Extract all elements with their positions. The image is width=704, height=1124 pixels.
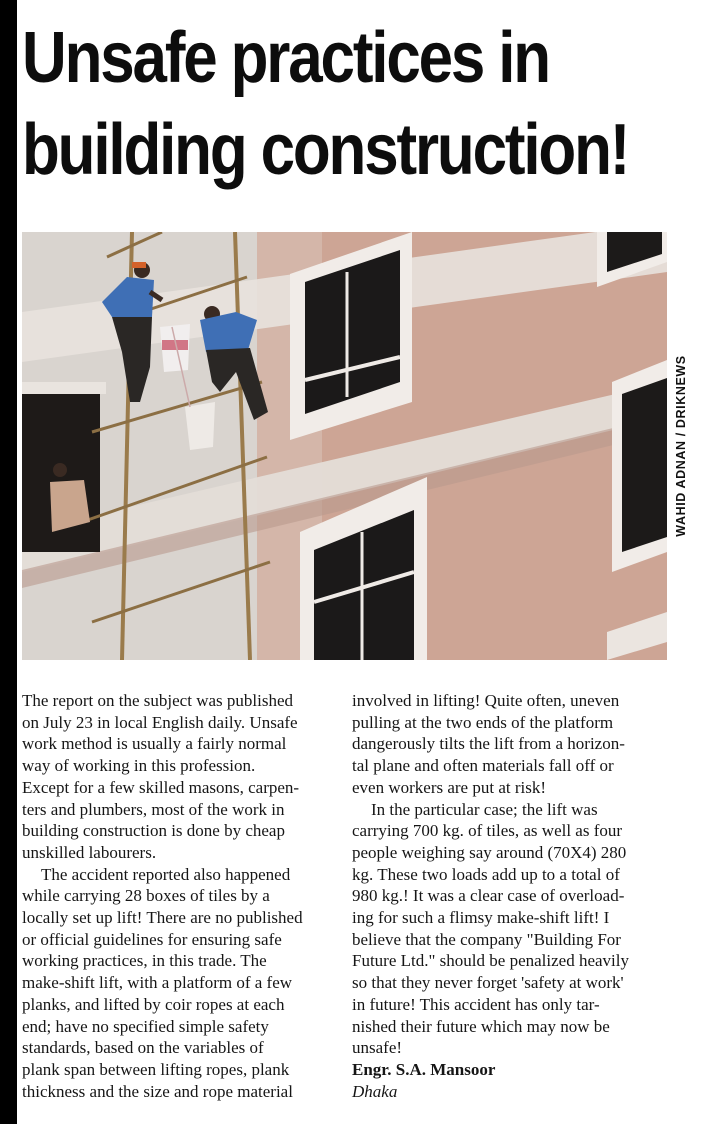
article-text-line: tal plane and often materials fall off or (352, 756, 614, 776)
article-text-line: so that they never forget 'safety at work' (352, 973, 624, 993)
article-text-line: way of working in this profession. (22, 756, 256, 776)
article-text-line: end; have no specified simple safety (22, 1016, 269, 1036)
article-text-line: standards, based on the variables of (22, 1038, 264, 1058)
author-signature: Engr. S.A. Mansoor (352, 1059, 496, 1079)
headline-line-2: building construction! (22, 110, 629, 190)
article-text-line: unskilled labourers. (22, 842, 157, 862)
article-text-line: nished their future which may now be (352, 1016, 610, 1036)
article-text-line: ters and plumbers, most of the work in (22, 799, 285, 819)
article-text-line: working practices, in this trade. The (22, 951, 267, 971)
headline (22, 12, 629, 196)
article-text-line: or official guidelines for ensuring safe (22, 929, 282, 949)
photo-credit: WAHID ADNAN / DRIKNEWS (674, 355, 688, 537)
article-text-line: while carrying 28 boxes of tiles by a (22, 886, 270, 906)
article-photo (22, 232, 667, 660)
article-text-line: on July 23 in local English daily. Unsafe (22, 712, 298, 732)
article-text-line: kg. These two loads add up to a total of (352, 864, 620, 884)
article-text-line: carrying 700 kg. of tiles, as well as four (352, 821, 623, 841)
article-text-line: people weighing say around (70X4) 280 (352, 842, 627, 862)
article-text-line: believe that the company "Building For (352, 929, 621, 949)
article-text-line: in future! This accident has only tar- (352, 994, 600, 1014)
article-text-line: involved in lifting! Quite often, uneven (352, 691, 620, 710)
article-text-line: work method is usually a fairly normal (22, 734, 287, 754)
article-text-line: make-shift lift, with a platform of a few (22, 973, 293, 993)
article-text-line: unsafe! (352, 1038, 403, 1058)
article-column-right (352, 690, 672, 1102)
article-text-line: The report on the subject was published (22, 691, 293, 710)
article-text-line: thickness and the size and rope material (22, 1081, 293, 1101)
article-text-line: building construction is done by cheap (22, 821, 285, 841)
article-text-line: ing for such a flimsy make-shift lift! I (352, 908, 610, 928)
article-text-line: pulling at the two ends of the platform (352, 712, 614, 732)
article-text-line: 980 kg.! It was a clear case of overload- (352, 886, 625, 906)
left-edge-bar (0, 0, 17, 1124)
article-text-line: The accident reported also happened (41, 864, 291, 884)
article-text-line: Future Ltd." should be penalized heavily (352, 951, 629, 971)
article-text-line: planks, and lifted by coir ropes at each (22, 994, 285, 1014)
construction-workers-photo (22, 232, 667, 660)
article-text-line: plank span between lifting ropes, plank (22, 1059, 290, 1079)
article-text-line: Except for a few skilled masons, carpen- (22, 777, 300, 797)
article-text-line: locally set up lift! There are no published (22, 908, 303, 928)
article-text-line: even workers are put at risk! (352, 777, 547, 797)
article-text-line: In the particular case; the lift was (371, 799, 598, 819)
author-location: Dhaka (352, 1081, 398, 1101)
article-column-left (22, 690, 340, 1102)
article-text-line: dangerously tilts the lift from a horizon- (352, 734, 625, 754)
headline-line-1: Unsafe practices in (22, 18, 549, 98)
